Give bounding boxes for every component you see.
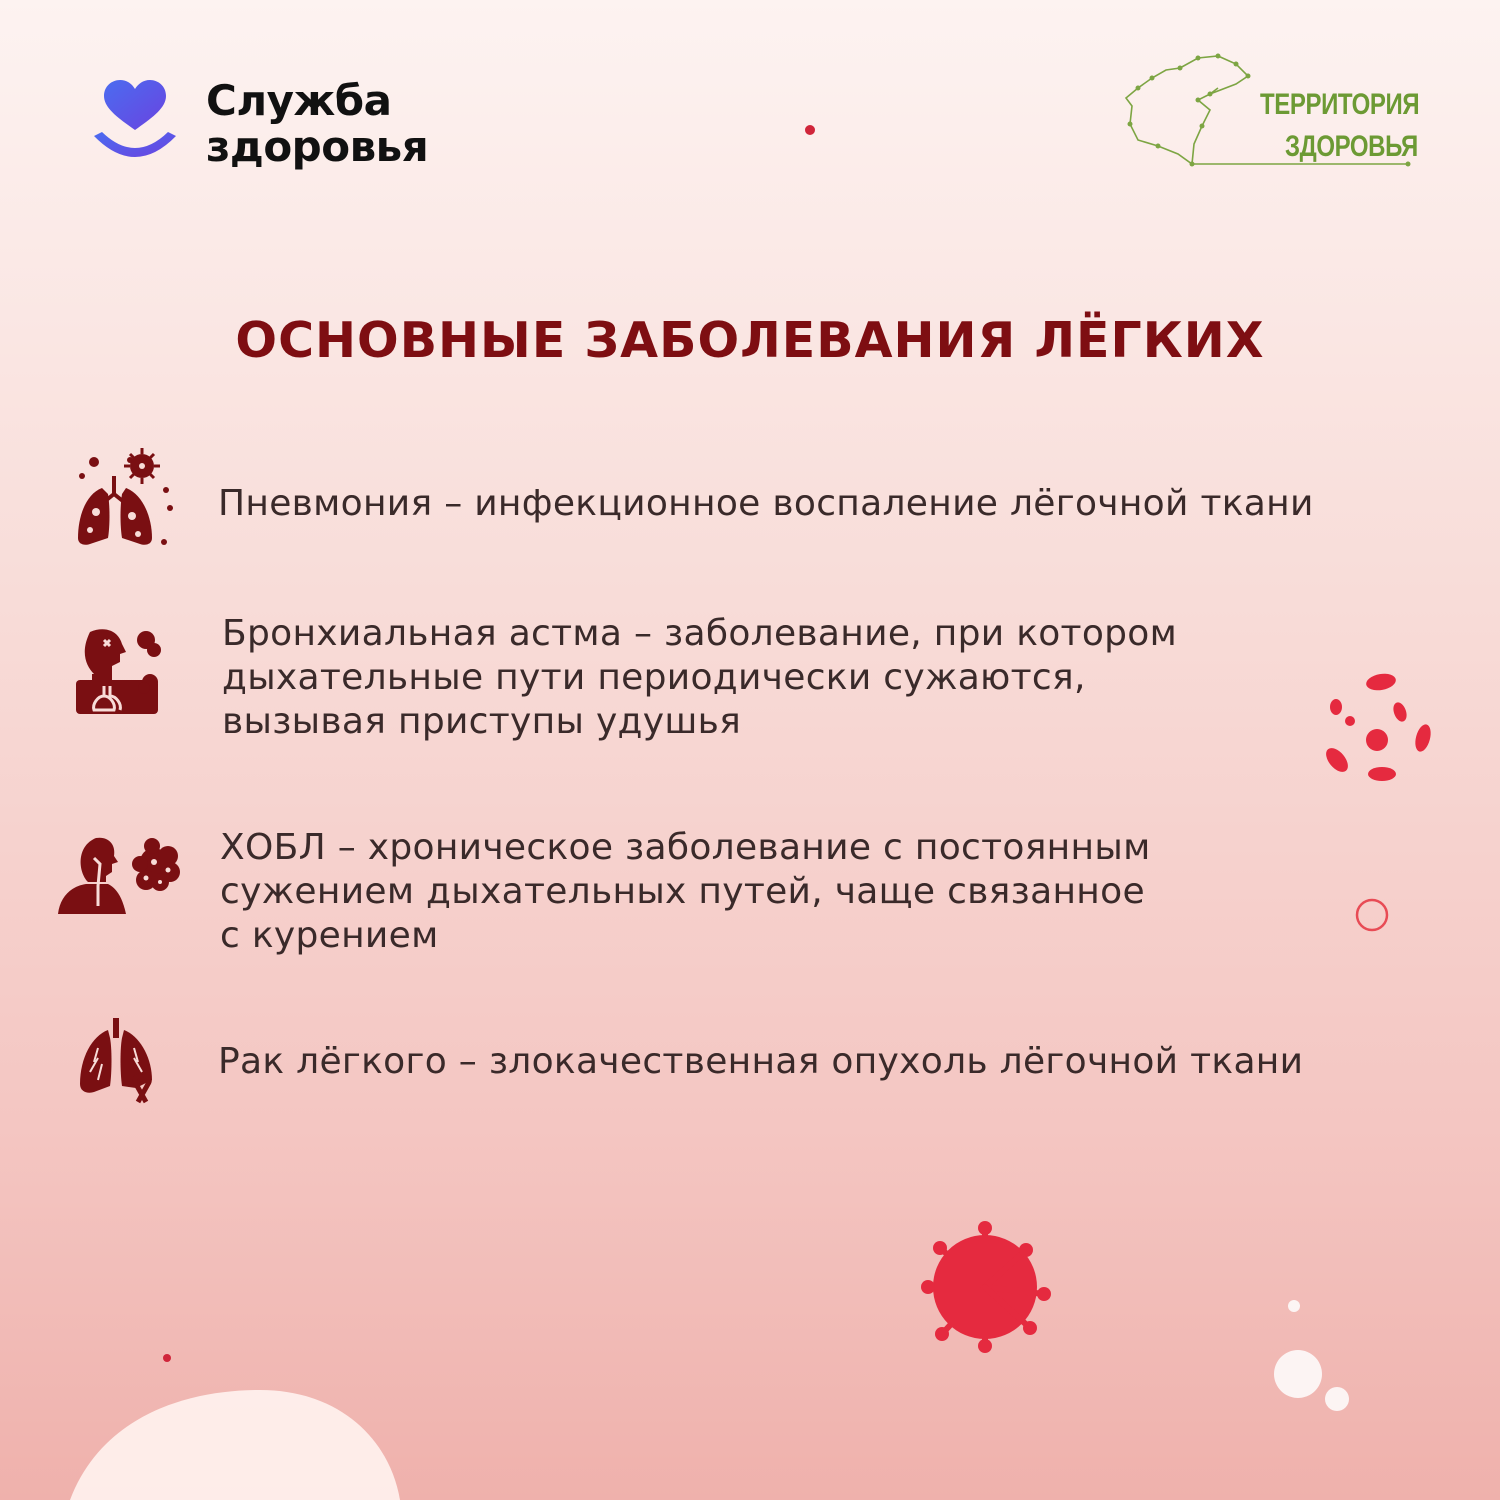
- ring-decoration: [1357, 900, 1387, 930]
- bubbles-decoration: [1274, 1300, 1349, 1411]
- disease-lung-cancer: Рак лёгкого – злокачественная опухоль лёгочной ткани: [218, 1041, 1304, 1082]
- dot-decoration: [805, 125, 815, 135]
- disease-pneumonia: Пневмония – инфекционное воспаление лёгочной ткани: [218, 483, 1314, 524]
- brand-name: Служба здоровья: [206, 76, 429, 171]
- brand-right-line2: ЗДОРОВЬЯ: [1285, 130, 1418, 163]
- disease-copd: ХОБЛ – хроническое заболевание с постоянным сужением дыхательных путей, чаще связанное с курением: [220, 827, 1151, 956]
- disease-asthma: Бронхиальная астма – заболевание, при котором дыхательные пути периодически сужаются, вызывая приступы удушья: [222, 613, 1178, 742]
- brand-right-line1: ТЕРРИТОРИЯ: [1260, 88, 1420, 121]
- red-blood-cells-icon: [1322, 672, 1434, 781]
- page-title: ОСНОВНЫЕ ЗАБОЛЕВАНИЯ ЛЁГКИХ: [235, 312, 1265, 369]
- blob-decoration: [70, 1390, 400, 1500]
- virus-icon: [921, 1221, 1051, 1353]
- dot-decoration: [163, 1354, 171, 1362]
